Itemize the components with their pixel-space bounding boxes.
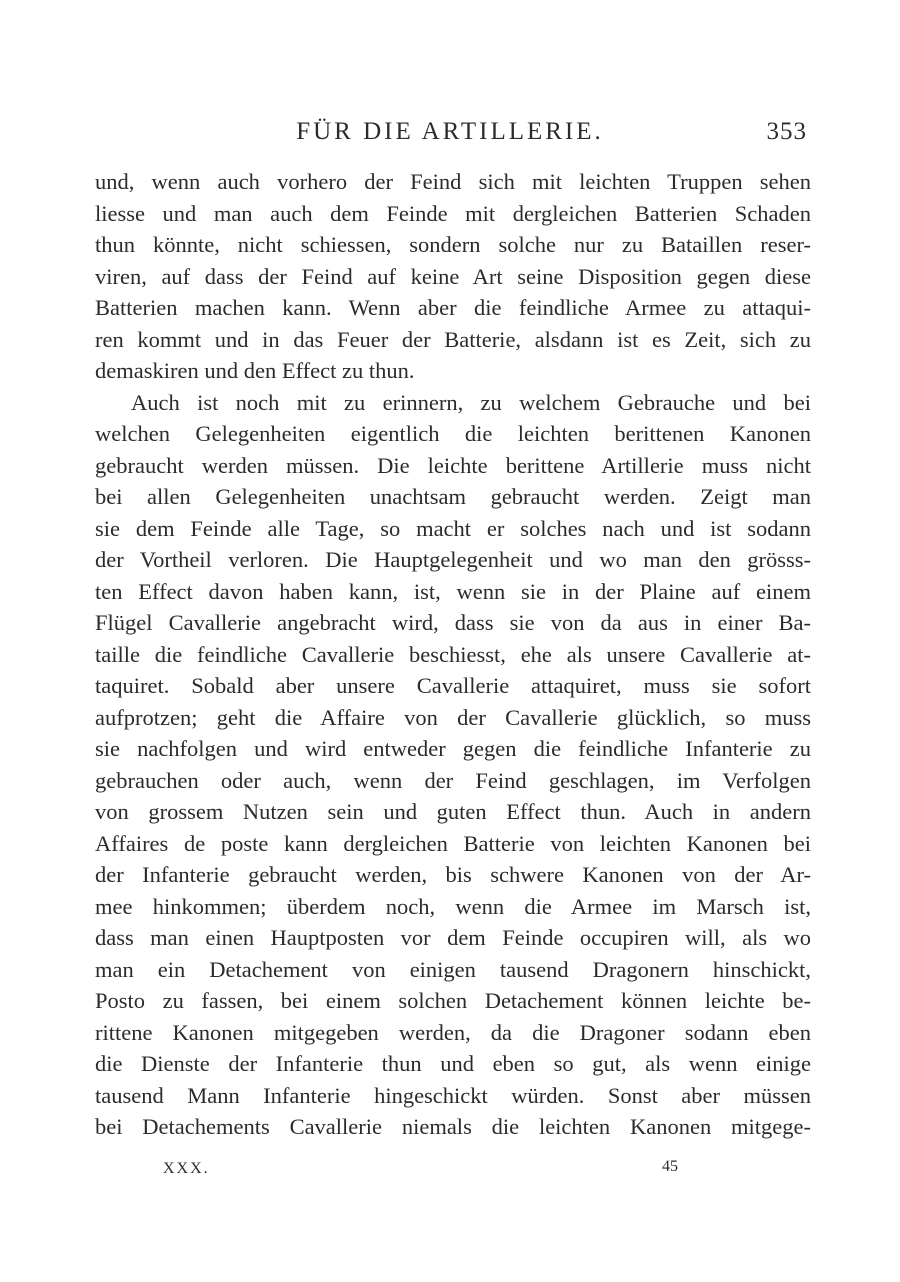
text-line: von grossem Nutzen sein und guten Effect thun. Auch in andern	[95, 799, 811, 824]
text-line: thun könnte, nicht schiessen, sondern solche nur zu Bataillen reser-	[95, 232, 811, 257]
text-line: taquiret. Sobald aber unsere Cavallerie attaquiret, muss sie sofort	[95, 673, 811, 698]
text-line: rittene Kanonen mitgegeben werden, da die Dragoner sodann eben	[95, 1019, 811, 1045]
text-line: mee hinkommen; überdem noch, wenn die Armee im Marsch ist,	[95, 893, 811, 919]
text-line: die Dienste der Infanterie thun und eben so gut, als wenn einige	[95, 1051, 811, 1076]
text-line: ten Effect davon haben kann, ist, wenn sie in der Plaine auf einem	[95, 578, 811, 604]
text-line: Batterien machen kann. Wenn aber die feindliche Armee zu attaqui-	[95, 295, 811, 320]
text-line: Affaires de poste kann dergleichen Batterie von leichten Kanonen bei	[95, 830, 811, 856]
page-number: 353	[766, 118, 807, 145]
text-line: liesse und man auch dem Feinde mit dergleichen Batterien Schaden	[95, 200, 811, 226]
text-line: gebraucht werden müssen. Die leichte berittene Artillerie muss nicht	[95, 452, 811, 478]
text-line: gebrauchen oder auch, wenn der Feind geschlagen, im Verfolgen	[95, 767, 811, 793]
text-line: der Infanterie gebraucht werden, bis schwere Kanonen von der Ar-	[95, 862, 811, 887]
text-line: sie nachfolgen und wird entweder gegen die feindliche Infanterie zu	[95, 736, 811, 761]
text-line: welchen Gelegenheiten eigentlich die leichten berittenen Kanonen	[95, 421, 811, 446]
text-line: sie dem Feinde alle Tage, so macht er solches nach und ist sodann	[95, 515, 811, 541]
text-line: bei Detachements Cavallerie niemals die leichten Kanonen mitgege-	[95, 1114, 811, 1139]
text-line: dass man einen Hauptposten vor dem Feinde occupiren will, als wo	[95, 925, 811, 950]
text-line: tausend Mann Infanterie hingeschickt würden. Sonst aber müssen	[95, 1082, 811, 1108]
text-line: und, wenn auch vorhero der Feind sich mit leichten Truppen sehen	[95, 169, 811, 194]
text-line: der Vortheil verloren. Die Hauptgelegenheit und wo man den grösss-	[95, 547, 811, 572]
text-line: viren, auf dass der Feind auf keine Art seine Disposition gegen diese	[95, 263, 811, 289]
body-text	[95, 166, 811, 1143]
footer-signature: XXX.	[163, 1160, 210, 1177]
text-line: man ein Detachement von einigen tausend Dragonern hinschickt,	[95, 956, 811, 982]
footer-sheet-number: 45	[662, 1158, 678, 1175]
text-line: ren kommt und in das Feuer der Batterie, alsdann ist es Zeit, sich zu	[95, 326, 811, 352]
text-line: aufprotzen; geht die Affaire von der Cavallerie glücklich, so muss	[95, 704, 811, 730]
text-line: Auch ist noch mit zu erinnern, zu welchem Gebrauche und bei	[131, 389, 811, 415]
text-line: Posto zu fassen, bei einem solchen Detachement können leichte be-	[95, 988, 811, 1013]
paragraph-2	[95, 387, 811, 1143]
text-line: taille die feindliche Cavallerie beschiesst, ehe als unsere Cavallerie at-	[95, 641, 811, 667]
paragraph-1	[95, 166, 811, 387]
text-line: demaskiren und den Effect zu thun.	[95, 358, 415, 383]
text-line: Flügel Cavallerie angebracht wird, dass sie von da aus in einer Ba-	[95, 610, 811, 635]
text-line: bei allen Gelegenheiten unachtsam gebraucht werden. Zeigt man	[95, 484, 811, 509]
running-header-title: FÜR DIE ARTILLERIE.	[296, 118, 604, 145]
